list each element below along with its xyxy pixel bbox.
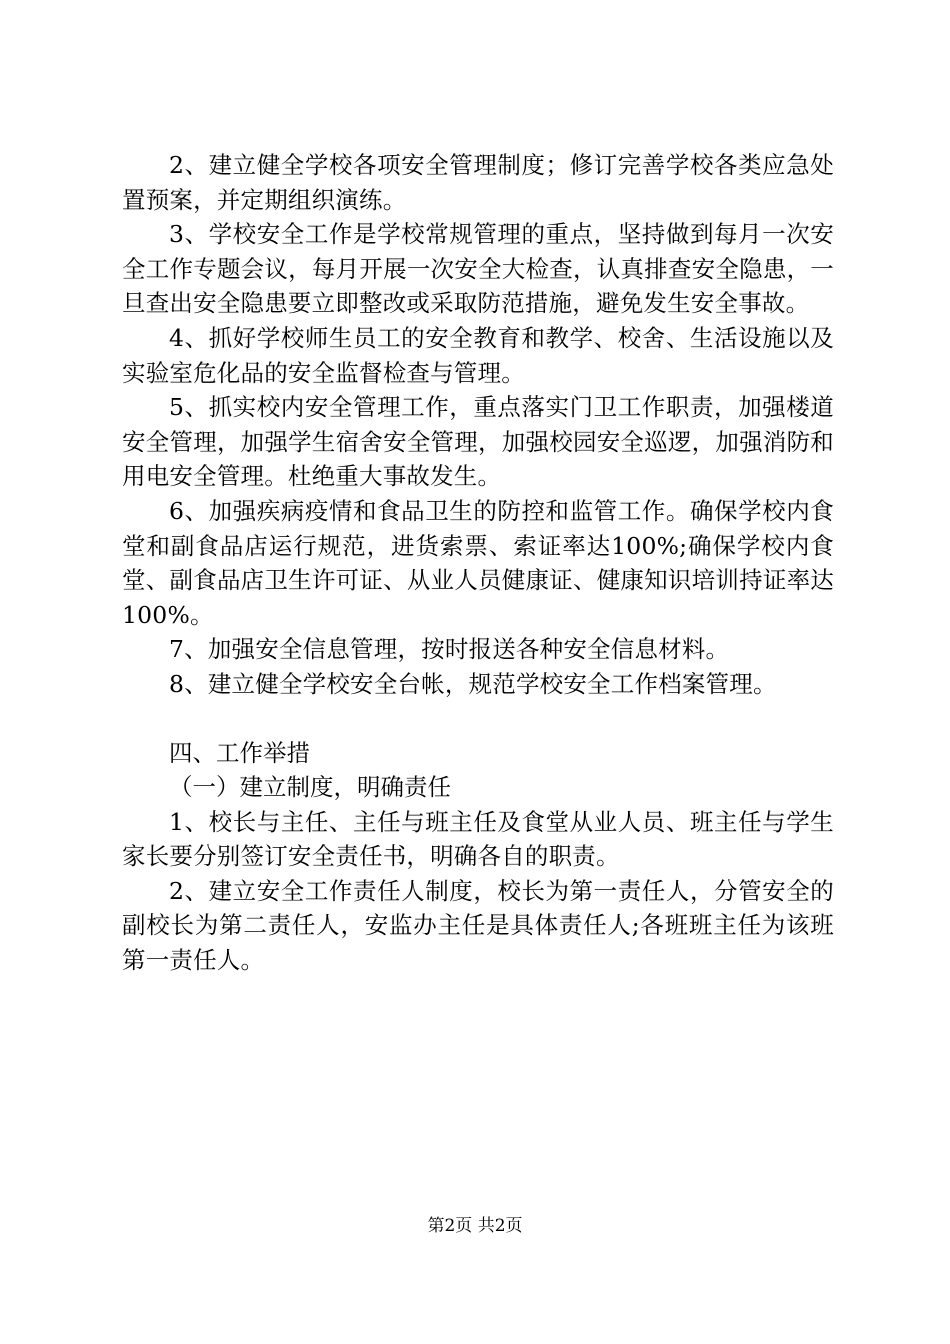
paragraph-item-6: 6、加强疾病疫情和食品卫生的防控和监管工作。确保学校内食堂和副食品店运行规范，进货索票、索证率达100%;确保学校内食堂、副食品店卫生许可证、从业人员健康证、健康知识培训持证率达100%。	[122, 496, 834, 629]
paragraph-item-4: 4、抓好学校师生员工的安全教育和教学、校舍、生活设施以及实验室危化品的安全监督检查与管理。	[122, 323, 834, 387]
paragraph-item-7: 7、加强安全信息管理，按时报送各种安全信息材料。	[169, 635, 730, 664]
paragraph-item-2: 2、建立健全学校各项安全管理制度；修订完善学校各类应急处置预案，并定期组织演练。	[122, 151, 834, 214]
paragraph-item-5: 5、抓实校内安全管理工作，重点落实门卫工作职责，加强楼道安全管理，加强学生宿舍安全管理，加强校园安全巡逻，加强消防和用电安全管理。杜绝重大事故发生。	[122, 393, 834, 491]
document-body	[122, 148, 834, 978]
page-footer: 第2页 共2页	[427, 1216, 523, 1236]
paragraph-item-3: 3、学校安全工作是学校常规管理的重点，坚持做到每月一次安全工作专题会议，每月开展一次安全大检查，认真排查安全隐患，一旦查出安全隐患要立即整改或采取防范措施，避免发生安全事故。	[122, 220, 834, 318]
section-spacer	[122, 702, 834, 736]
section-heading: 四、工作举措	[169, 738, 310, 767]
measure-paragraph-2: 2、建立安全工作责任人制度，校长为第一责任人，分管安全的副校长为第二责任人，安监办主任是具体责任人;各班班主任为该班第一责任人。	[122, 876, 834, 975]
subsection-heading: （一）建立制度，明确责任	[169, 773, 451, 802]
measure-paragraph-1: 1、校长与主任、主任与班主任及食堂从业人员、班主任与学生家长要分别签订安全责任书，明确各自的职责。	[122, 807, 834, 871]
paragraph-item-8: 8、建立健全学校安全台帐，规范学校安全工作档案管理。	[169, 669, 777, 698]
